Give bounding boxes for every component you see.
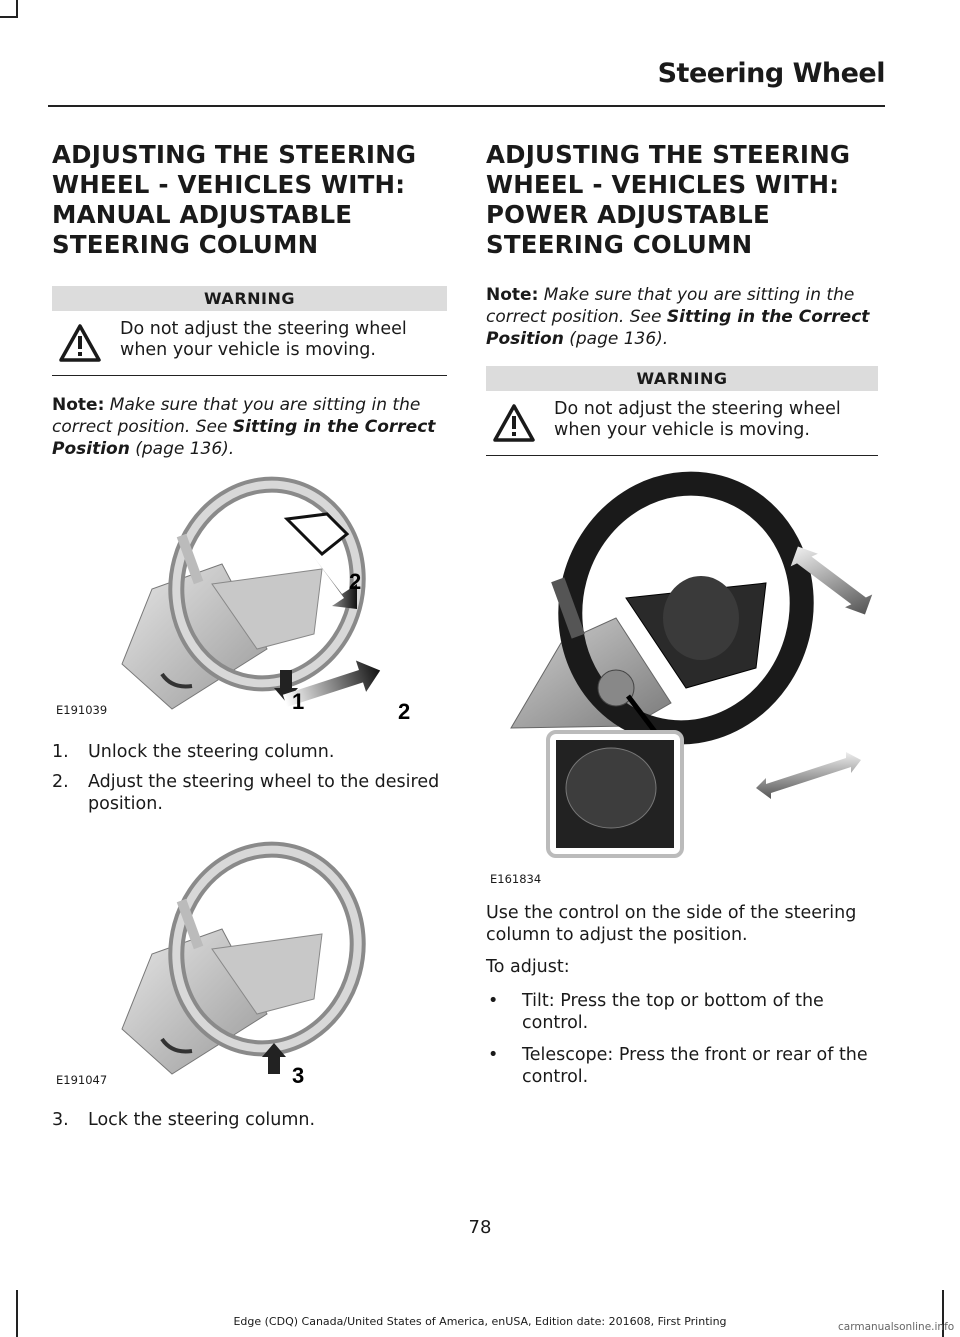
figure-code: E191047	[56, 1073, 108, 1087]
section-heading-manual	[52, 140, 447, 260]
adjust-bullets	[486, 990, 878, 1088]
steering-wheel-illustration	[52, 474, 447, 719]
callout-number: 2	[349, 569, 362, 594]
warning-box	[52, 286, 447, 376]
warning-box	[486, 366, 878, 456]
warning-body	[486, 391, 878, 456]
step-number: 2.	[52, 772, 69, 792]
list-item	[52, 1109, 447, 1131]
figure-steering-unlock	[52, 474, 447, 719]
section-heading-power	[486, 140, 878, 260]
figure-power-column	[486, 468, 878, 888]
heading-line: WHEEL - VEHICLES WITH:	[52, 170, 406, 199]
page-number: 78	[468, 1217, 492, 1238]
bullet-text: Telescope: Press the front or rear of the control.	[522, 1045, 868, 1087]
step-text: Adjust the steering wheel to the desired position.	[88, 772, 440, 814]
step-text: Unlock the steering column.	[88, 742, 335, 762]
figure-code: E161834	[490, 872, 542, 886]
step-text: Lock the steering column.	[88, 1110, 316, 1130]
heading-line: STEERING COLUMN	[52, 230, 319, 259]
callout-number: 1	[292, 689, 305, 714]
footer-edition: Edge (CDQ) Canada/United States of America, enUSA, Edition date: 201608, First Printing	[233, 1315, 727, 1328]
note-paragraph	[52, 394, 447, 460]
note-paragraph	[486, 284, 878, 350]
step-number: 3.	[52, 1110, 69, 1130]
page-header-title: Steering Wheel	[657, 58, 885, 89]
warning-label: WARNING	[52, 286, 447, 311]
heading-line: MANUAL ADJUSTABLE	[52, 200, 353, 229]
cross-reference-link[interactable]: Sitting in the Correct Position	[52, 417, 436, 459]
note-text: Make sure that you are sitting in the correct position. See	[486, 285, 855, 327]
list-item	[486, 990, 878, 1034]
list-item	[52, 741, 447, 763]
callout-number: 3	[292, 1063, 305, 1088]
heading-line: STEERING COLUMN	[486, 230, 753, 259]
bullet-dot: •	[488, 1045, 499, 1065]
crop-mark	[0, 16, 18, 18]
step-number: 1.	[52, 742, 69, 762]
power-steering-illustration	[486, 468, 878, 888]
page-reference: (page 136).	[135, 439, 235, 459]
note-text: Make sure that you are sitting in the correct position. See	[52, 395, 421, 437]
bullet-dot: •	[488, 991, 499, 1011]
instruction-paragraph: Use the control on the side of the steering column to adjust the position.	[486, 903, 857, 945]
warning-text: Do not adjust the steering wheel when your vehicle is moving.	[554, 399, 841, 440]
cross-reference-link[interactable]: Sitting in the Correct Position	[486, 307, 870, 349]
steering-wheel-illustration	[52, 829, 447, 1089]
warning-triangle-icon	[58, 323, 102, 363]
note-label: Note:	[486, 285, 539, 305]
heading-line: ADJUSTING THE STEERING	[486, 140, 851, 169]
warning-text: Do not adjust the steering wheel when your vehicle is moving.	[120, 319, 407, 360]
note-label: Note:	[52, 395, 105, 415]
to-adjust-label: To adjust:	[486, 957, 570, 977]
warning-label: WARNING	[486, 366, 878, 391]
warning-body	[52, 311, 447, 376]
bullet-text: Tilt: Press the top or bottom of the control.	[522, 991, 824, 1033]
list-item	[486, 1044, 878, 1088]
callout-number: 2	[398, 699, 411, 719]
page-reference: (page 136).	[569, 329, 669, 349]
header-rule	[48, 105, 885, 107]
heading-line: POWER ADJUSTABLE	[486, 200, 770, 229]
crop-mark	[16, 1290, 18, 1337]
steps-list	[52, 741, 447, 815]
heading-line: ADJUSTING THE STEERING	[52, 140, 417, 169]
watermark: carmanualsonline.info	[838, 1321, 955, 1333]
warning-triangle-icon	[492, 403, 536, 443]
figure-code: E191039	[56, 703, 108, 717]
heading-line: WHEEL - VEHICLES WITH:	[486, 170, 840, 199]
right-column	[486, 140, 878, 1098]
figure-steering-lock	[52, 829, 447, 1089]
steps-list	[52, 1109, 447, 1131]
list-item	[52, 771, 447, 815]
left-column	[52, 140, 447, 1139]
